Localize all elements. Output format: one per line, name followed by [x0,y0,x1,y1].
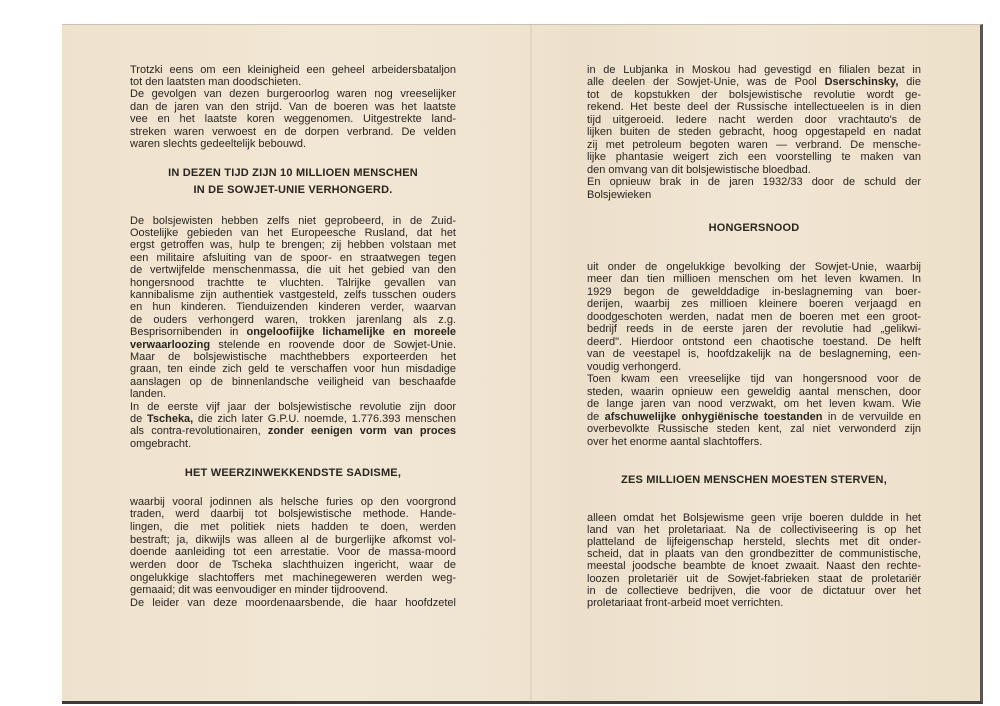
bold-text: ongeloofiijke lichamelijke en moreele [246,326,456,339]
text-line [587,573,921,586]
text-segment: tijd uitgeroeid. Iedere nacht werden door vrachtauto's de [587,113,921,126]
heading-line [130,184,456,197]
text-line [587,512,921,525]
text-line [130,597,456,610]
text-segment: in de Lubjanka in Moskou had gevestigd en filialen bezat in [587,63,921,76]
text-segment: En opnieuw brak in de jaren 1932/33 door de schuld der [587,176,921,188]
text-line [130,413,456,426]
heading-line [587,222,921,235]
text-line [587,126,921,139]
bold-text: zonder eenigen vorm van proces [267,425,456,438]
text-line [587,348,921,361]
text-line [130,572,456,585]
text-segment: landen. [130,388,167,401]
text-line [130,496,456,509]
text-segment: omgebracht. [130,437,192,450]
bold-text: Tscheka, [146,412,194,425]
text-line [587,548,921,561]
text-segment: De gevolgen van dezen burgeroorlog waren nog vreeselijker [130,88,456,101]
text-line [130,239,456,252]
text-segment: platteland de lijfeigenschap hersteld, slechts met dit onder- [587,535,921,548]
text-line [130,289,456,302]
right-column [587,0,921,706]
text-segment: Maar de bolsjewistische machthebbers exporteerden het [130,350,456,363]
text-segment: scheid, dat in plaats van den grondbezitter de communistische, [587,548,921,561]
text-segment: IN DEZEN TIJD ZIJN 10 MILLIOEN MENSCHEN [168,166,418,179]
text-line [587,76,921,89]
text-segment: uit onder de ongelukkige bevolking der Sowjet-Unie, waarbij [587,260,921,273]
left-column [130,0,456,706]
text-line [130,521,456,534]
text-segment: Besprisornibenden in [130,326,247,339]
text-line [130,584,456,597]
text-line [587,373,921,386]
text-line [587,176,921,189]
text-segment: derijen, waarbij zes millioen kleinere boeren verjaagd en [587,298,921,310]
text-line [587,524,921,537]
heading-line [130,167,456,180]
text-line [587,336,921,349]
text-line [130,351,456,364]
text-line [587,323,921,336]
text-line [130,438,456,451]
text-line [130,215,456,228]
fold-crease [530,25,532,701]
text-segment: Toen kwam een vreeselijke tijd van hongersnood voor de [587,373,921,385]
text-line [587,189,921,202]
text-segment: dan de jaren van den strijd. Van de boeren was het laatste [130,100,456,113]
text-line [130,264,456,277]
text-segment: die [898,76,921,88]
text-line [130,101,456,114]
heading-line [130,467,456,480]
text-line [130,559,456,572]
text-line [587,261,921,274]
text-line [587,151,921,164]
text-line [130,227,456,240]
text-line [130,64,456,77]
text-segment: bedrijf reeds in de eerste jaren der revolutie had „gelikwi- [587,323,921,335]
text-segment: ergst getroffen was, hulp te brengen; zij hebben volstaan met [130,239,456,252]
text-line [130,277,456,290]
text-line [130,534,456,547]
text-segment: aanslagen op de binnenlandsche veiligheid van beschaafde [130,375,456,388]
text-line [130,326,456,339]
text-segment: 1929 begon de gewelddadige in-beslagneming van boer- [587,285,921,298]
text-segment: de [130,412,147,425]
text-segment: traden, werd daarbij tot bolsjewistische methode. Hande- [130,508,456,521]
text-line [130,508,456,521]
text-segment: hongersnood trachtte te vluchten. Talrijke gevallen van [130,276,456,289]
text-line [130,401,456,414]
text-segment: IN DE SOWJET-UNIE VERHONGERD. [193,184,393,196]
text-line [587,536,921,549]
text-segment: In de eerste vijf jaar der bolsjewistische revolutie zijn door [130,400,456,413]
text-segment: zij met petroleum begoten waren — verbrand. De mensche- [587,138,921,151]
text-segment: voudig verhongerd. [587,360,682,373]
text-segment: Bolsjewieken [587,188,652,201]
text-segment: meestal joodsche beambte de knoet zwaait. Naast den rechte- [587,560,921,573]
text-line [130,363,456,376]
text-segment: ZES MILLIOEN MENSCHEN MOESTEN STERVEN, [621,473,887,486]
text-line [587,89,921,102]
text-segment: in de collectieve bedrijven, die voor de dictatuur over het [587,584,921,597]
bold-text: Dserschinsky, [824,76,899,88]
text-segment: HET WEERZINWEKKENDSTE SADISME, [184,466,402,479]
text-segment: stelende en roovende door de Sowjet-Unie. [210,338,456,351]
text-line [130,88,456,101]
text-segment: meer dan tien millioen menschen om het leven kwamen. In [587,273,921,285]
text-segment: waren slechts gedeeltelijk bebouwd. [130,137,307,150]
text-line [587,101,921,114]
text-line [587,386,921,399]
text-line [587,361,921,374]
text-segment: doodgeschoten werden, nadat men de boeren met een groot- [587,310,921,323]
text-line [130,138,456,151]
text-segment: alleen omdat het Bolsjewisme geen vrije boeren duldde in het [587,511,921,524]
text-segment: rekend. Het beste deel der Russische intellectueelen is in dien [587,101,921,113]
text-line [587,286,921,299]
text-line [587,423,921,436]
text-segment: ongelukkige slachtoffers met machinegeweren werden weg- [130,571,456,584]
text-segment: HONGERSNOOD [708,221,800,234]
text-line [130,113,456,126]
text-segment: in de vervuilde en [822,410,921,423]
text-line [587,114,921,127]
text-segment: de ouders verhongerd waren, trokken jarenlang als z.g. [130,313,456,326]
text-line [587,273,921,286]
bold-text: verwaarloozing [130,338,211,351]
text-segment: overbevolkte Russische steden kent, zal niet verwonderd zijn [587,423,921,435]
text-line [130,339,456,352]
text-segment: streken waren verwoest en de dorpen verbrand. De velden [130,125,456,138]
text-segment: loozen proletariër uit de Sowjet-fabrieken staat de proletariër [587,572,921,585]
text-segment: een militaire afsluiting van de spoor- en straatwegen tegen [130,251,456,264]
text-segment: als contra-revolutionairen, [130,425,268,438]
text-line [130,301,456,314]
text-line [130,425,456,438]
text-line [130,314,456,327]
text-segment: kannibalisme zijn authentiek vastgesteld, zelfs tusschen ouders [130,288,456,301]
text-line [587,298,921,311]
text-segment: Oostelijke gebieden van het Europeesche Rusland, dat het [130,226,456,239]
text-segment: van de veestapel is, hoofdzakelijk na de beslagneming, een- [587,348,921,360]
text-line [587,436,921,449]
text-line [587,597,921,610]
text-segment: De leider van deze moordenaarsbende, die haar hoofdzetel [130,597,456,610]
text-segment: waarbij vooral jodinnen als helsche furies op den voorgrond [130,495,456,508]
text-segment: tot de kopstukken der bolsjewistische revolutie wordt ge- [587,88,921,101]
text-segment: tot den laatsten man doodschieten. [130,75,302,88]
text-segment: alle deelen der Sowjet-Unie, was de Pool [587,76,825,88]
text-line [130,546,456,559]
text-segment: land van het proletariaat. Na de collectiviseering is op het [587,523,921,536]
text-segment: de lange jaren van nood verzwakt, om het leven kwam. Wie [587,398,921,410]
text-segment: Trotzki eens om een kleinigheid een geheel arbeidersbataljon [130,63,456,76]
text-segment: de vertwijfelde menschenmassa, die uit het gebied van den [130,264,456,277]
text-segment: steden, waarin opnieuw een geweldig aantal menschen, door [587,385,921,398]
text-segment: over het enorme aantal slachtoffers. [587,435,763,448]
text-line [130,388,456,401]
text-segment: lingen, die met politiek niets hadden te doen, werden [130,520,456,533]
text-line [587,411,921,424]
text-segment: den omvang van dit bolsjewistische bloedbad. [587,163,811,176]
text-line [130,252,456,265]
text-line [587,560,921,573]
text-line [587,585,921,598]
text-segment: De bolsjewisten hebben zelfs niet geprobeerd, in de Zuid- [130,214,456,227]
text-line [130,76,456,89]
text-segment: die zich later G.P.U. noemde, 1.776.393 menschen [193,412,456,425]
text-segment: lijken buiten de steden gebracht, hoog opgestapeld en nadat [587,126,921,138]
text-line [130,376,456,389]
text-segment: de [587,410,605,423]
text-segment: bestraft; ja, dikwijls was alleen al de burgerlijke afkomst vol- [130,533,456,546]
text-line [130,126,456,139]
text-line [587,164,921,177]
bold-text: afschuwelijke onhygiënische toestanden [604,410,823,423]
text-segment: doende aanleiding tot een arrestatie. Voor de massa-moord [130,546,456,559]
text-line [587,64,921,77]
text-segment: vee en het laatste koren weggenomen. Uitgestrekte land- [130,113,456,126]
text-segment: gemaaid; dit was eenvoudiger en minder tijdroovend. [130,584,389,597]
text-line [587,311,921,324]
text-segment: deerd". Hierdoor ontstond een chaotische toestand. De helft [587,335,921,348]
text-line [587,139,921,152]
text-segment: en hun kinderen. Tienduizenden kinderen verder, waarvan [130,301,456,314]
text-line [587,398,921,411]
text-segment: lijke phantasie weigert zich een voorstelling te maken van [587,151,921,163]
heading-line [587,474,921,487]
text-segment: werden door de Tscheka slachthuizen ingericht, waar de [130,559,456,571]
text-segment: graan, ten einde zich geld te verschaffen voor hun misdadige [130,363,456,376]
text-segment: proletariaat front-arbeid moet verrichten. [587,596,784,609]
